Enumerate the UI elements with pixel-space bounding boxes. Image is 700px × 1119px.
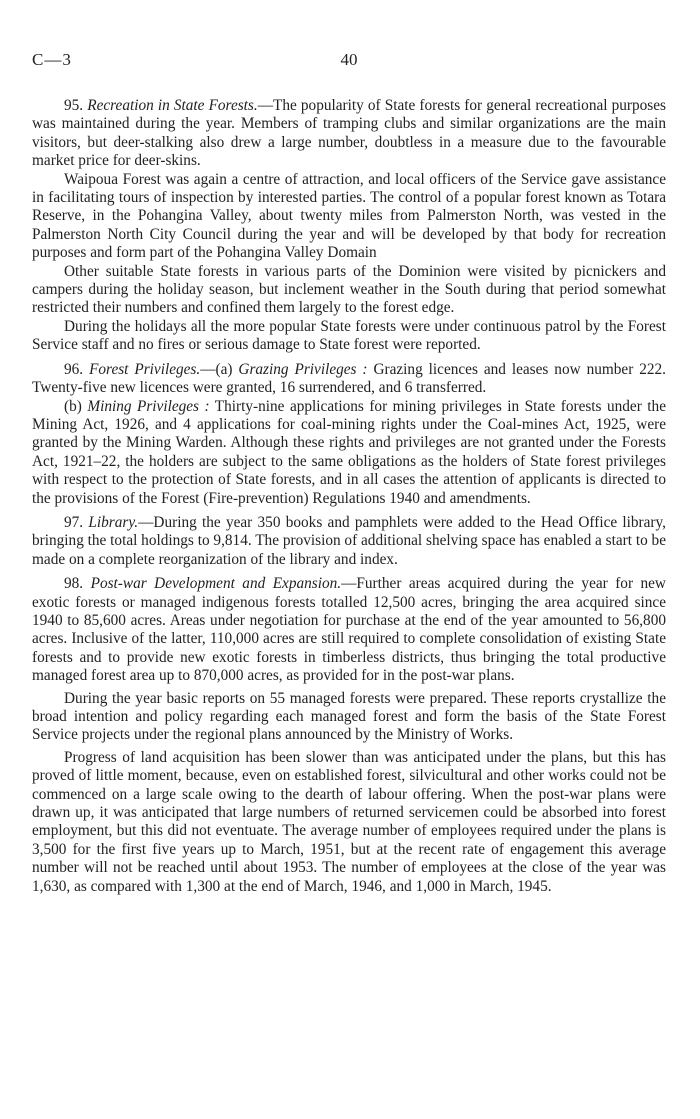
paragraph-text: Grazing licences and leases now number 222. Twenty-five new licences were granted, 16 surrendered, and 6 transferred. (32, 360, 666, 397)
paragraph-heading: Post-war Development and Expansion. (90, 575, 342, 593)
paragraph-95-waipoua (32, 171, 666, 263)
paragraph-98-progress (32, 749, 666, 896)
sub-label: —(a) (200, 360, 239, 378)
paragraph-heading: Recreation in State Forests. (87, 97, 258, 114)
paragraph-text: —The popularity of State forests for general recreational purposes was maintained during the year. Members of tramping clubs and similar organizations are the main visitors, but deer-stalking also drew a large number, doubtless in a measure due to the favourable market price for deer-skins. (32, 97, 666, 170)
page-header (32, 50, 666, 76)
paragraph-97 (32, 514, 666, 569)
paragraph-95-holidays (32, 318, 666, 355)
paragraph-text: Waipoua Forest was again a centre of attraction, and local officers of the Service gave assistance in facilitating tours of inspection by interested parties. The control of a popular forest known as Totara Reserve, in the Pohangina Valley, about twenty miles from Palmerston North, was vested in the Palmerston North City Council during the year and will be developed by that body for recreation purposes and form part of the Pohangina Valley Domain (32, 170, 666, 262)
paragraph-95-other-forests (32, 263, 666, 318)
paragraph-text: —Further areas acquired during the year for new exotic forests or managed indigenous forests totalled 12,500 acres, bringing the area acquired since 1940 to 85,600 acres. Areas under negotiation for purchase at the end of the year amounted to 56,800 acres. Inclusive of the latter, 110,000 acres are still required to complete consolidation of existing State forests and to provide new exotic forests in timberless districts, thus bringing the total productive managed forest area up to 870,000 acres, as provided for in the post-war plans. (32, 575, 666, 685)
document-reference: C—3 (32, 50, 72, 69)
paragraph-text: Other suitable State forests in various parts of the Dominion were visited by picnickers and campers during the holiday season, but inclement weather in the South during that period somewhat restricted their numbers and confined them largely to the forest edge. (32, 262, 666, 317)
paragraph-heading: Forest Privileges. (89, 360, 201, 378)
paragraph-number: 95. (64, 97, 84, 114)
paragraph-96 (32, 361, 666, 398)
paragraph-98-reports (32, 690, 666, 745)
paragraph-95 (32, 97, 666, 171)
sub-heading: Mining Privileges : (87, 397, 210, 415)
paragraph-text: During the year basic reports on 55 managed forests were prepared. These reports crystallize the broad intention and policy regarding each managed forest and form the basis of the State Forest Service projects under the regional plans announced by the Ministry of Works. (32, 689, 666, 744)
paragraph-text: During the holidays all the more popular State forests were under continuous patrol by the Forest Service staff and no fires or serious damage to State forest were reported. (32, 317, 666, 354)
paragraph-text: Thirty-nine applications for mining privileges in State forests under the Mining Act, 1926, and 4 applications for coal-mining rights under the Coal-mines Act, 1925, were granted by the Mining Warden. Although these rights and privileges are not granted under the Forests Act, 1921–22, the holders are subject to the same obligations as the holders of State forest privileges with respect to the protection of State forests, and in all cases the attention of applicants is directed to the provisions of the Forest (Fire-prevention) Regulations 1940 and amendments. (32, 397, 666, 507)
paragraph-98 (32, 575, 666, 685)
paragraph-number: 97. (64, 513, 84, 531)
paragraph-96-mining (32, 398, 666, 508)
sub-label: (b) (64, 397, 88, 415)
paragraph-heading: Library. (88, 513, 139, 531)
paragraph-text: —During the year 350 books and pamphlets were added to the Head Office library, bringing the total holdings to 9,814. The provision of additional shelving space has enabled a start to be made on a complete reorganization of the library and index. (32, 513, 667, 568)
paragraph-text: Progress of land acquisition has been slower than was anticipated under the plans, but this has proved of little moment, because, even on established forest, silvicultural and other works could not be commenced on a large scale owing to the dearth of labour offering. When the post-war plans were drawn up, it was anticipated that large numbers of returned servicemen could be absorbed into forest employment, but this did not eventuate. The average number of employees required under the plans is 3,500 for the first five years up to March, 1951, but at the recent rate of engagement this average number will not be reached until about 1953. The number of employees at the close of the year was 1,630, as compared with 1,300 at the end of March, 1946, and 1,000 in March, 1945. (32, 748, 666, 895)
sub-heading: Grazing Privileges : (238, 360, 368, 378)
paragraph-number: 98. (64, 575, 84, 593)
document-body (32, 97, 666, 896)
paragraph-number: 96. (64, 360, 84, 378)
page-number: 40 (340, 50, 358, 69)
